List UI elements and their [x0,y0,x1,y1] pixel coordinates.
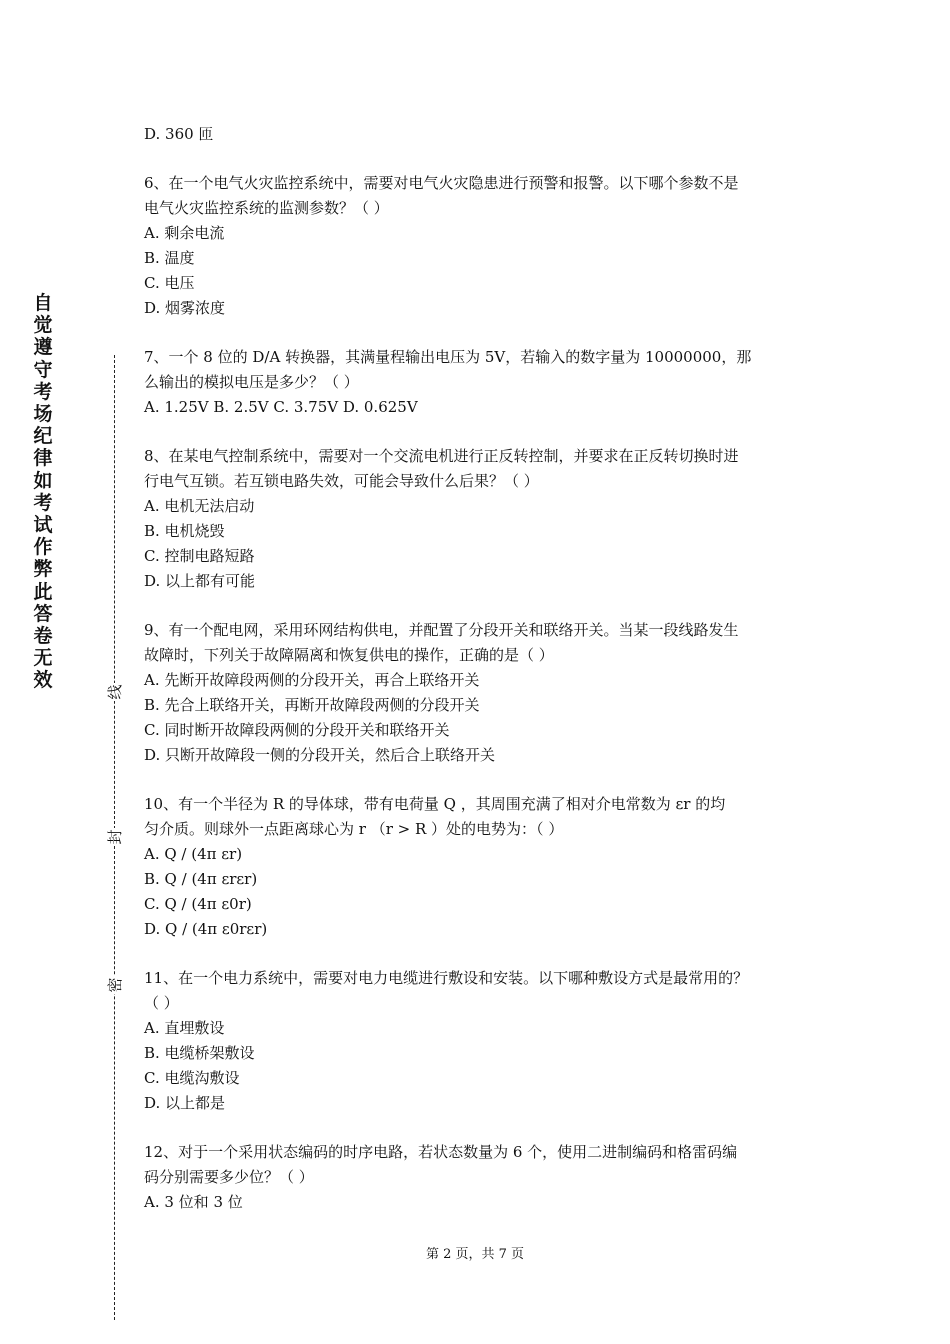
question-9-option-d: D. 只断开故障段一侧的分段开关，然后合上联络开关 [144,746,496,764]
question-9-option-c: C. 同时断开故障段两侧的分段开关和联络开关 [144,721,450,739]
question-11-option-a: A. 直埋敷设 [144,1019,225,1037]
question-8-stem-line-1: 8、在某电气控制系统中，需要对一个交流电机进行正反转控制，并要求在正反转切换时进 [144,447,739,465]
question-12-stem-line-1: 12、对于一个采用状态编码的时序电路，若状态数量为 6 个，使用二进制编码和格雷码编 [144,1143,738,1161]
question-6 [144,171,809,321]
question-11-stem-line-2: （ ） [144,994,179,1012]
question-11-stem-line-1: 11、在一个电力系统中，需要对电力电缆进行敷设和安装。以下哪种敷设方式是最常用的？ [144,969,749,987]
question-6-stem-line-1: 6、在一个电气火灾监控系统中，需要对电气火灾隐患进行预警和报警。以下哪个参数不是 [144,174,739,192]
question-6-option-c: C. 电压 [144,274,195,292]
question-10-option-b: B. Q / (4π εrεr) [144,870,258,888]
question-8 [144,444,809,594]
question-10-option-d: D. Q / (4π ε0rεr) [144,920,268,938]
question-6-option-a: A. 剩余电流 [144,224,225,242]
question-12-stem-line-2: 码分别需要多少位？（ ） [144,1168,314,1186]
question-8-option-b: B. 电机烧毁 [144,522,225,540]
binding-label-line: 线 [106,684,124,700]
question-6-option-b: B. 温度 [144,249,195,267]
question-7-stem-line-1: 7、一个 8 位的 D/A 转换器，其满量程输出电压为 5V，若输入的数字量为 10000000，那 [144,348,752,366]
question-10 [144,792,809,942]
exam-discipline-notice: 自觉遵守考场纪律如考试作弊此答卷无效 [33,292,53,692]
question-12-option-a: A. 3 位和 3 位 [144,1193,243,1211]
question-9 [144,618,809,768]
question-content [144,122,809,1215]
question-12 [144,1140,809,1215]
question-9-stem-line-2: 故障时，下列关于故障隔离和恢复供电的操作，正确的是（ ） [144,646,554,664]
question-7-options: A. 1.25V B. 2.5V C. 3.75V D. 0.625V [144,398,418,416]
question-10-option-a: A. Q / (4π εr) [144,845,243,863]
question-6-option-d: D. 烟雾浓度 [144,299,226,317]
question-10-stem-line-1: 10、有一个半径为 R 的导体球，带有电荷量 Q ，其周围充满了相对介电常数为 εr 的均 [144,795,726,813]
question-11-option-b: B. 电缆桥架敷设 [144,1044,255,1062]
previous-question-option-d: D. 360 匝 [144,125,214,143]
question-9-option-a: A. 先断开故障段两侧的分段开关，再合上联络开关 [144,671,480,689]
question-8-option-d: D. 以上都有可能 [144,572,256,590]
question-7 [144,345,809,420]
question-11 [144,966,809,1116]
question-10-stem-line-2: 匀介质。则球外一点距离球心为 r （r > R ）处的电势为：（ ） [144,820,564,838]
question-8-option-c: C. 控制电路短路 [144,547,255,565]
question-9-option-b: B. 先合上联络开关，再断开故障段两侧的分段开关 [144,696,480,714]
question-9-stem-line-1: 9、有一个配电网，采用环网结构供电，并配置了分段开关和联络开关。当某一段线路发生 [144,621,739,639]
question-7-stem-line-2: 么输出的模拟电压是多少？（ ） [144,373,359,391]
question-6-stem-line-2: 电气火灾监控系统的监测参数？（ ） [144,199,389,217]
page-footer: 第 2 页，共 7 页 [425,1247,525,1262]
binding-label-seal: 封 [106,829,124,845]
question-10-option-c: C. Q / (4π ε0r) [144,895,252,913]
question-8-stem-line-2: 行电气互锁。若互锁电路失效，可能会导致什么后果？（ ） [144,472,539,490]
question-11-option-d: D. 以上都是 [144,1094,226,1112]
question-11-option-c: C. 电缆沟敷设 [144,1069,240,1087]
binding-label-secret: 密 [106,977,124,993]
question-8-option-a: A. 电机无法启动 [144,497,255,515]
